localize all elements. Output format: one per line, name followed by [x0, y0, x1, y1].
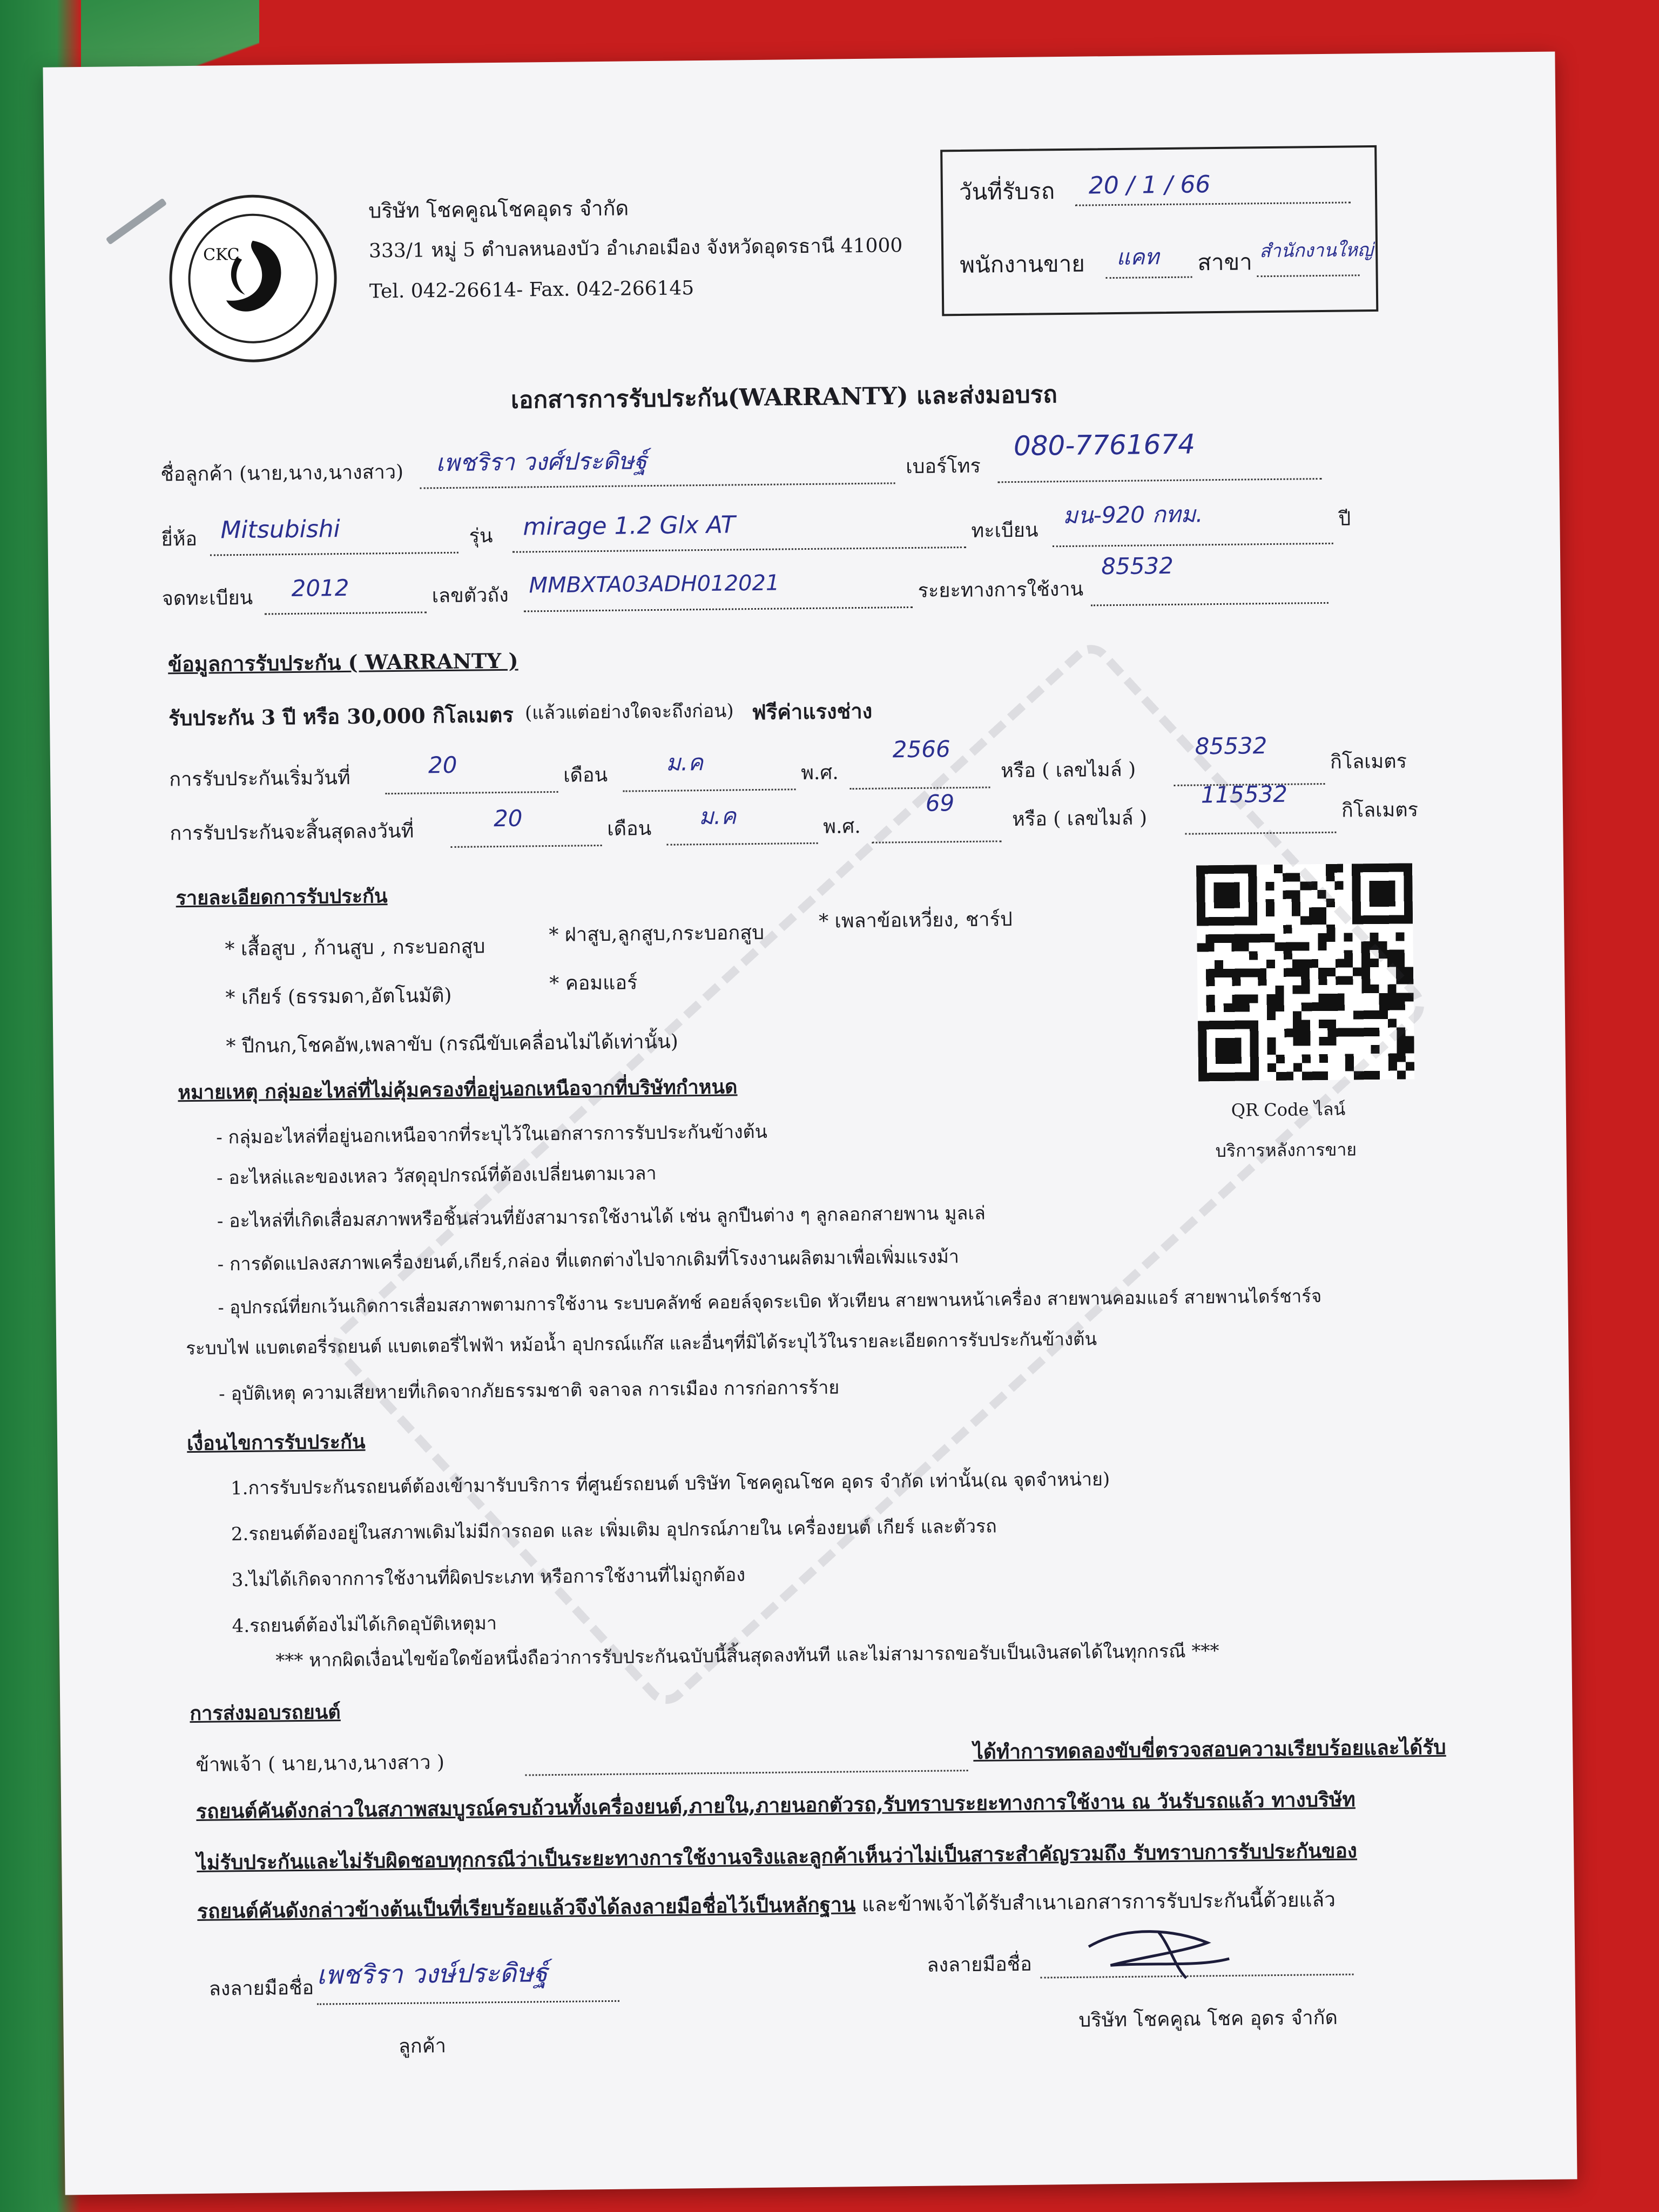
- company-address: 333/1 หมู่ 5 ตำบลหนองบัว อำเภอเมือง จังหวัดอุดรธานี 41000: [368, 234, 903, 262]
- receive-date-label: วันที่รับรถ: [959, 178, 1055, 206]
- model-value: mirage 1.2 Glx AT: [523, 511, 736, 541]
- branch-value: สำนักงานใหญ่: [1259, 239, 1373, 262]
- delivery-line-4-rest: และข้าพเจ้าได้รับสำเนาเอกสารการรับประกันนี้ด้วยแล้ว: [855, 1887, 1336, 1917]
- customer-name-label: ชื่อลูกค้า (นาย,นาง,นางสาว): [160, 461, 404, 486]
- salesperson-value: แคท: [1116, 245, 1159, 270]
- conditions-warning: *** หากผิดเงื่อนไขข้อใดข้อหนึ่งถือว่าการรับประกันฉบับนี้สิ้นสุดลงทันที และไม่สามารถขอรับเป็นเงินสดได้ในทุกกรณี ***: [275, 1640, 1219, 1672]
- delivery-heading: การส่งมอบรถยนต์: [190, 1701, 341, 1725]
- customer-name-value: เพชริรา วงศ์ประดิษฐ์: [435, 447, 648, 477]
- chassis-value: MMBXTA03ADH012021: [529, 570, 780, 598]
- warranty-end-month: ม.ค: [698, 802, 737, 830]
- warranty-end-label: การรับประกันจะสิ้นสุดลงวันที่: [170, 820, 414, 845]
- warranty-start-mile: 85532: [1195, 732, 1267, 760]
- delivery-line-2: รถยนต์คันดังกล่าวในสภาพสมบูรณ์ครบถ้วนทั้งเครื่องยนต์,ภายใน,ภายนอกตัวรถ,รับทราบระยะทางการใช้งาน ณ วันรับรถแล้ว ทางบริษัท: [196, 1787, 1356, 1823]
- delivery-line-4-underlined: รถยนต์คันดังกล่าวข้างต้นเป็นที่เรียบร้อยแล้วจึงได้ลงลายมือชื่อไว้เป็นหลักฐาน: [197, 1892, 856, 1923]
- coverage-item: * คอมแอร์: [549, 972, 638, 995]
- remark-item: - กลุ่มอะไหล่ที่อยู่นอกเหนือจากที่ระบุไว้ในเอกสารการรับประกันข้างต้น: [216, 1121, 768, 1149]
- end-km-label: กิโลเมตร: [1341, 799, 1419, 822]
- model-label: รุ่น: [469, 525, 493, 548]
- document-title: เอกสารการรับประกัน(WARRANTY) และส่งมอบรถ: [510, 381, 1058, 414]
- warranty-terms: รับประกัน 3 ปี หรือ 30,000 กิโลเมตร: [168, 702, 514, 731]
- company-name: บริษัท โชคคูณโชคอุดร จำกัด: [368, 196, 629, 223]
- condition-item: 3.ไม่ได้เกิดจากการใช้งานที่ผิดประเภท หรือการใช้งานที่ไม่ถูกต้อง: [231, 1564, 746, 1591]
- coverage-item: * ฝาสูบ,ลูกสูบ,กระบอกสูบ: [549, 921, 765, 947]
- warranty-start-day: 20: [428, 751, 457, 779]
- receipt-box: [940, 145, 1378, 316]
- warranty-end-mile: 115532: [1201, 780, 1288, 808]
- remark-item: - อะไหล่และของเหลว วัสดุอุปกรณ์ที่ต้องเปลี่ยนตามเวลา: [216, 1162, 657, 1189]
- phone-label: เบอร์โทร: [906, 455, 981, 478]
- customer-sign-label: ลงลายมือชื่อ: [208, 1977, 314, 2000]
- warranty-end-year: 69: [925, 790, 955, 817]
- warranty-terms-note: (แล้วแต่อย่างใดจะถึงก่อน): [524, 700, 734, 724]
- salesperson-label: พนักงานขาย: [960, 250, 1085, 279]
- branch-label: สาขา: [1197, 248, 1253, 276]
- staple: [106, 198, 167, 245]
- brand-label: ยี่ห้อ: [161, 528, 198, 551]
- receive-date-value: 20 / 1 / 66: [1088, 171, 1211, 200]
- start-year-label: พ.ศ.: [800, 761, 839, 785]
- end-year-label: พ.ศ.: [823, 815, 861, 838]
- company-contact: Tel. 042-26614- Fax. 042-266145: [369, 277, 694, 303]
- remark-item: ระบบไฟ แบตเตอรี่รถยนต์ แบตเตอรี่ไฟฟ้า หม้อน้ำ อุปกรณ์แก๊ส และอื่นๆที่มิได้ระบุไว้ในรายละเอียดการรับประกันข้างต้น: [186, 1328, 1097, 1359]
- coverage-item: * ปีกนก,โชคอัพ,เพลาขับ (กรณีขับเคลื่อนไม่ได้เท่านั้น): [226, 1030, 678, 1058]
- registration-year-value: 2012: [291, 574, 349, 602]
- chassis-label: เลขตัวถัง: [431, 584, 509, 608]
- phone-value: 080-7761674: [1013, 428, 1196, 462]
- registration-year-label: จดทะเบียน: [161, 586, 253, 610]
- year-label: ปี: [1338, 508, 1351, 530]
- remark-item: - อะไหล่ที่เกิดเสื่อมสภาพหรือชิ้นส่วนที่ยังสามารถใช้งานได้ เช่น ลูกปืนต่าง ๆ ลูกลอกสายพาน มูลเล่: [217, 1202, 986, 1232]
- end-mile-label: หรือ ( เลขไมล์ ): [1011, 807, 1148, 831]
- remarks-heading: หมายเหตุ กลุ่มอะไหล่ที่ไม่คุ้มครองที่อยู่นอกเหนือจากที่บริษัทกำหนด: [178, 1075, 738, 1104]
- warranty-start-year: 2566: [892, 736, 950, 763]
- remark-item: - อุปกรณ์ที่ยกเว้นเกิดการเสื่อมสภาพตามการใช้งาน ระบบคลัทช์ คอยล์จุดระเบิด หัวเทียน สายพานหน้าเครื่อง สายพานคอมแอร์ สายพานไดร์ชาร์จ: [218, 1285, 1322, 1318]
- qr-caption-service: บริการหลังการขาย: [1215, 1139, 1357, 1162]
- company-logo: [168, 194, 338, 363]
- start-mile-label: หรือ ( เลขไมล์ ): [1000, 758, 1136, 783]
- company-role: บริษัท โชคคูณ โชค อุดร จำกัด: [1078, 2006, 1338, 2032]
- brand-value: Mitsubishi: [220, 515, 341, 544]
- coverage-item: * เพลาข้อเหวี่ยง, ชาร์ป: [818, 908, 1013, 933]
- free-labor: ฟรีค่าแรงช่าง: [751, 698, 873, 725]
- warranty-end-day: 20: [493, 805, 523, 832]
- registration-value: มน-920 กทม.: [1062, 501, 1203, 529]
- logo-emblem-icon: [171, 197, 335, 360]
- coverage-heading: รายละเอียดการรับประกัน: [176, 885, 388, 910]
- condition-item: 2.รถยนต์ต้องอยู่ในสภาพเดิมไม่มีการถอด และ เพิ่มเติม อุปกรณ์ภายใน เครื่องยนต์ เกียร์ และตัวรถ: [231, 1515, 997, 1546]
- conditions-heading: เงื่อนไขการรับประกัน: [186, 1430, 366, 1455]
- end-month-label: เดือน: [607, 818, 652, 840]
- customer-signature: เพชริรา วงษ์ประดิษฐ์: [316, 1958, 548, 1991]
- condition-item: 4.รถยนต์ต้องไม่ได้เกิดอุบัติเหตุมา: [232, 1613, 497, 1637]
- customer-role: ลูกค้า: [398, 2035, 447, 2058]
- delivery-line-1b: ได้ทำการทดลองขับขี่ตรวจสอบความเรียบร้อยและได้รับ: [973, 1735, 1446, 1764]
- mileage-label: ระยะทางการใช้งาน: [918, 578, 1084, 602]
- delivery-line-1a: ข้าพเจ้า ( นาย,นาง,นางสาว ): [195, 1751, 445, 1776]
- logo-text: CKC: [203, 245, 240, 265]
- warranty-start-label: การรับประกันเริ่มวันที่: [169, 766, 350, 791]
- condition-item: 1.การรับประกันรถยนต์ต้องเข้ามารับบริการ ที่ศูนย์รถยนต์ บริษัท โชคคูณโชค อุดร จำกัด เท่านั้น(ณ จุดจำหน่าย): [230, 1468, 1110, 1500]
- remark-item: - การดัดแปลงสภาพเครื่องยนต์,เกียร์,กล่อง ที่แตกต่างไปจากเดิมที่โรงงานผลิตมาเพื่อเพิ่มแรงม้า: [217, 1246, 960, 1276]
- qr-caption: QR Code ไลน์: [1231, 1098, 1346, 1121]
- coverage-item: * เสื้อสูบ , ก้านสูบ , กระบอกสูบ: [225, 935, 485, 961]
- registration-label: ทะเบียน: [971, 519, 1038, 542]
- start-km-label: กิโลเมตร: [1330, 750, 1407, 773]
- company-signature-icon: [1077, 1913, 1240, 1985]
- mileage-value: 85532: [1101, 552, 1174, 580]
- start-month-label: เดือน: [563, 764, 608, 787]
- remark-item: - อุบัติเหตุ ความเสียหายที่เกิดจากภัยธรรมชาติ จลาจล การเมือง การก่อการร้าย: [218, 1377, 840, 1405]
- delivery-line-3: ไม่รับประกันและไม่รับผิดชอบทุกกรณีว่าเป็นระยะทางการใช้งานจริงและลูกค้าเห็นว่าไม่เป็นสาระสำคัญรวมถึง รับทราบการรับประกันของ: [197, 1838, 1358, 1874]
- coverage-item: * เกียร์ (ธรรมดา,อัตโนมัติ): [225, 984, 452, 1009]
- warranty-info-heading: ข้อมูลการรับประกัน ( WARRANTY ): [167, 648, 518, 677]
- company-sign-label: ลงลายมือชื่อ: [927, 1953, 1032, 1977]
- warranty-document: [43, 51, 1577, 2195]
- warranty-start-month: ม.ค: [665, 749, 704, 776]
